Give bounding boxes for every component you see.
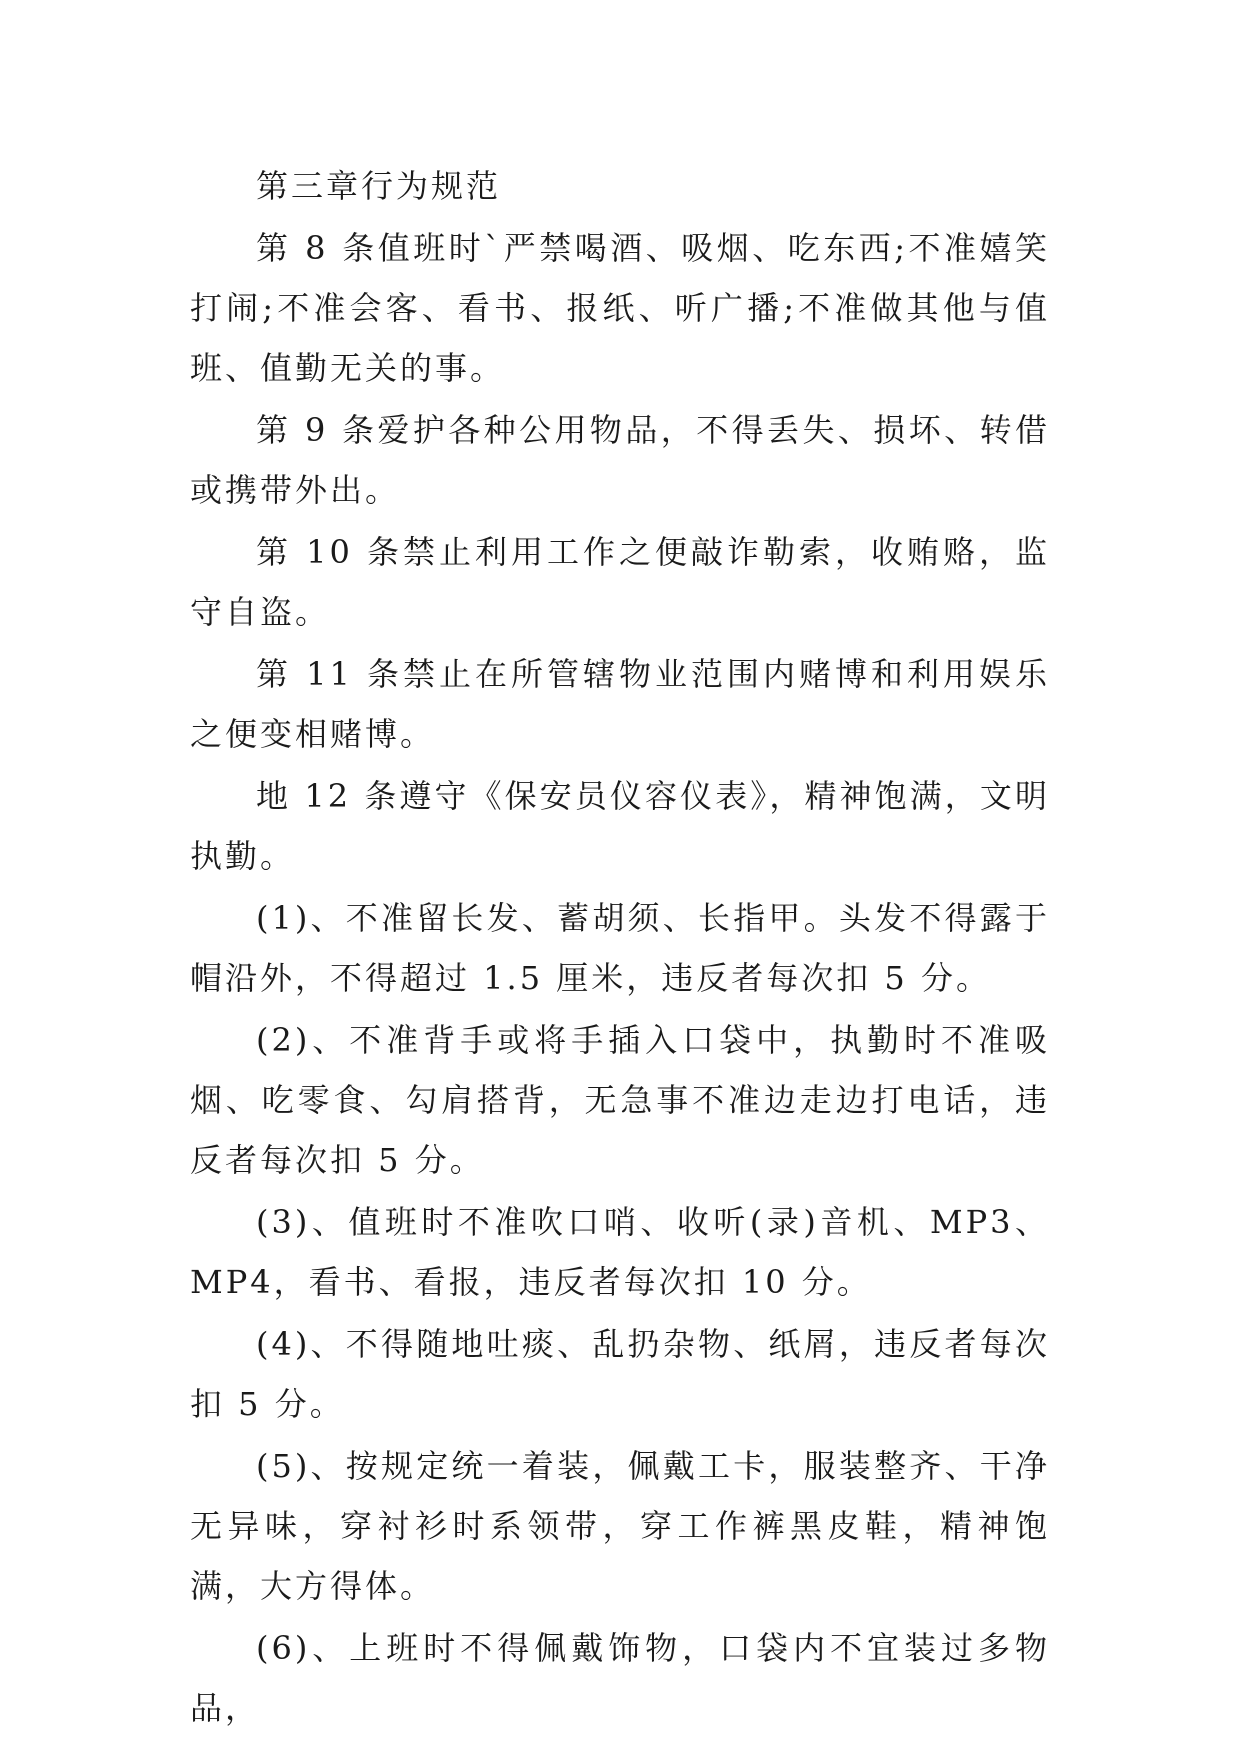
document-body [190, 156, 1050, 1740]
rule-item-4: (4)、不得随地吐痰、乱扔杂物、纸屑，违反者每次扣 5 分。 [190, 1325, 1050, 1423]
article-12: 地 12 条遵守《保安员仪容仪表》，精神饱满，文明执勤。 [190, 777, 1050, 875]
chapter-heading: 第三章行为规范 [256, 167, 502, 205]
article-10: 第 10 条禁止利用工作之便敲诈勒索，收贿赂，监守自盗。 [190, 533, 1050, 631]
rule-item-6: (6)、上班时不得佩戴饰物，口袋内不宜装过多物品， [190, 1629, 1050, 1727]
article-8: 第 8 条值班时`严禁喝酒、吸烟、吃东西;不准嬉笑打闹;不准会客、看书、报纸、听广播;不准做其他与值班、值勤无关的事。 [190, 229, 1050, 387]
rule-item-2: (2)、不准背手或将手插入口袋中，执勤时不准吸烟、吃零食、勾肩搭背，无急事不准边走边打电话，违反者每次扣 5 分。 [190, 1021, 1050, 1179]
rule-item-3: (3)、值班时不准吹口哨、收听(录)音机、MP3、MP4，看书、看报，违反者每次扣 10 分。 [190, 1203, 1050, 1301]
article-9: 第 9 条爱护各种公用物品，不得丢失、损坏、转借或携带外出。 [190, 411, 1050, 509]
rule-item-5: (5)、按规定统一着装，佩戴工卡，服装整齐、干净无异味，穿衬衫时系领带，穿工作裤黑皮鞋，精神饱满，大方得体。 [190, 1447, 1050, 1605]
article-11: 第 11 条禁止在所管辖物业范围内赌博和利用娱乐之便变相赌博。 [190, 655, 1050, 753]
rule-item-1: (1)、不准留长发、蓄胡须、长指甲。头发不得露于帽沿外，不得超过 1.5 厘米，违反者每次扣 5 分。 [190, 899, 1050, 997]
